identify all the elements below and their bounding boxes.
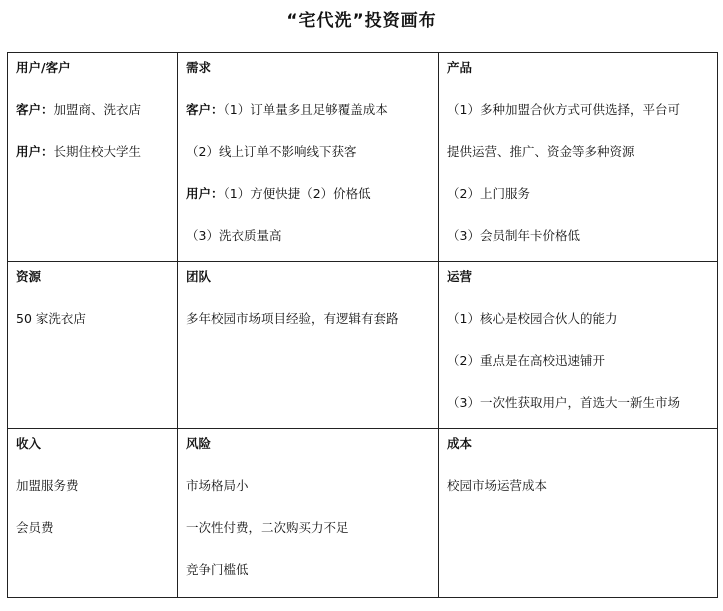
cell-line: [186, 186, 429, 201]
canvas-cell: [8, 429, 178, 598]
page-title: “宅代洗”投资画布: [286, 11, 437, 31]
line-text: 会员费: [16, 520, 54, 535]
canvas-cell: [178, 53, 439, 262]
line-text: 校园市场运营成本: [447, 478, 548, 493]
cell-heading: 用户/客户: [16, 60, 71, 75]
cell-heading: 需求: [186, 60, 212, 75]
cell-heading: 成本: [447, 436, 473, 451]
cell-heading: 风险: [186, 436, 212, 451]
cell-heading: 运营: [447, 269, 473, 284]
cell-line: [447, 395, 708, 410]
line-text: 长期住校大学生: [53, 144, 142, 159]
cell-line: [447, 353, 708, 368]
line-text: 市场格局小: [186, 478, 249, 493]
cell-line: [186, 311, 429, 326]
line-text: 50 家洗衣店: [16, 311, 86, 326]
cell-line: [16, 311, 168, 326]
canvas-cell: [8, 262, 178, 429]
cell-line: [447, 228, 708, 243]
cell-line: [16, 102, 168, 117]
cell-line: [447, 102, 708, 117]
canvas-cell: [439, 429, 718, 598]
canvas-cell: [8, 53, 178, 262]
canvas-cell: [439, 262, 718, 429]
cell-line: [447, 311, 708, 326]
line-text: （2）上门服务: [447, 186, 530, 201]
cell-line: [186, 478, 429, 493]
line-text: （2）重点是在高校迅速铺开: [447, 353, 605, 368]
line-text: （1）核心是校园合伙人的能力: [447, 311, 618, 326]
line-label: 客户：: [186, 102, 224, 117]
line-text: （2）线上订单不影响线下获客: [186, 144, 357, 159]
cell-heading: 团队: [186, 269, 212, 284]
canvas-body: [8, 53, 718, 598]
cell-line: [186, 520, 429, 535]
canvas-row: [8, 429, 718, 598]
cell-line: [447, 144, 708, 159]
line-text: （3）会员制年卡价格低: [447, 228, 580, 243]
line-label: 用户：: [16, 144, 54, 159]
cell-line: [186, 562, 429, 577]
cell-line: [186, 102, 429, 117]
canvas-cell: [439, 53, 718, 262]
canvas-row: [8, 262, 718, 429]
cell-line: [16, 520, 168, 535]
cell-line: [186, 228, 429, 243]
investment-canvas-table: [7, 52, 718, 598]
line-text: 竞争门槛低: [186, 562, 249, 577]
canvas-cell: [178, 429, 439, 598]
cell-heading: 收入: [16, 436, 42, 451]
canvas-cell: [178, 262, 439, 429]
line-text: （3）一次性获取用户，首选大一新生市场: [447, 395, 680, 410]
line-text: （1）方便快捷（2）价格低: [223, 186, 371, 201]
cell-heading: 资源: [16, 269, 42, 284]
line-text: 一次性付费，二次购买力不足: [186, 520, 349, 535]
line-text: 加盟商、洗衣店: [53, 102, 142, 117]
canvas-row: [8, 53, 718, 262]
line-text: 加盟服务费: [16, 478, 79, 493]
line-text: （1）多种加盟合伙方式可供选择，平台可: [447, 102, 680, 117]
line-text: （3）洗衣质量高: [186, 228, 282, 243]
cell-line: [186, 144, 429, 159]
cell-line: [447, 478, 708, 493]
cell-line: [16, 478, 168, 493]
cell-heading: 产品: [447, 60, 473, 75]
line-label: 客户：: [16, 102, 54, 117]
line-text: 提供运营、推广、资金等多种资源: [447, 144, 635, 159]
line-label: 用户：: [186, 186, 224, 201]
line-text: （1）订单量多且足够覆盖成本: [223, 102, 388, 117]
line-text: 多年校园市场项目经验，有逻辑有套路: [186, 311, 399, 326]
cell-line: [16, 144, 168, 159]
cell-line: [447, 186, 708, 201]
